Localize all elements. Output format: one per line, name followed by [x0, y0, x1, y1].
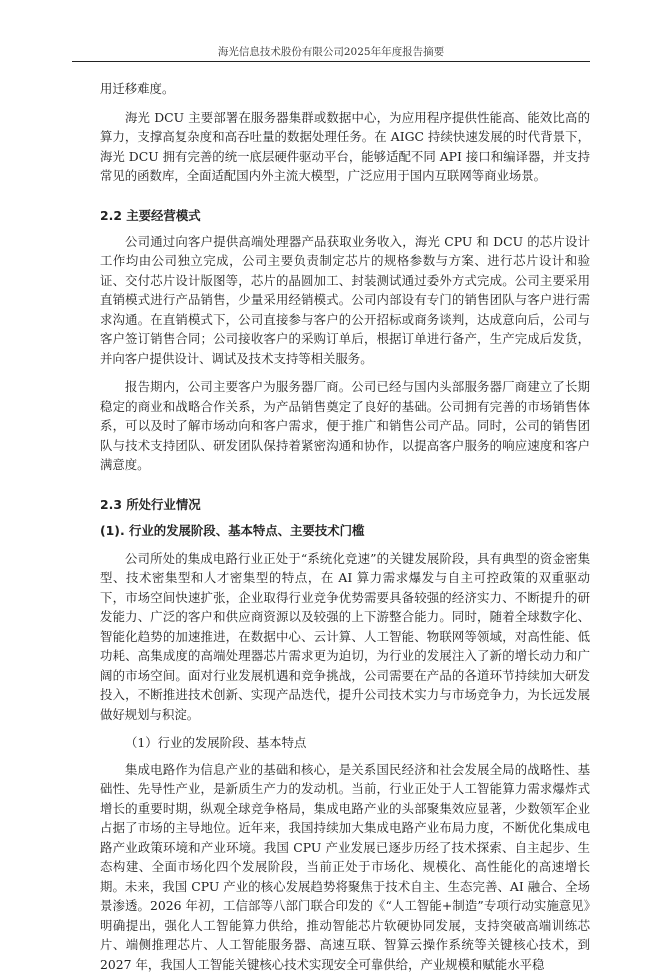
- paragraph-industry-overview: 公司所处的集成电路行业正处于“系统化竞速”的关键发展阶段，具有典型的资金密集型、技术密集型和人才密集型的特点，在 AI 算力需求爆发与自主可控政策的双重驱动下，市场空间快速扩张，企业取得行业竞争优势需要具备较强的经济实力、不断提升的研发能力、广泛的客户和供应商资源以及较强的上下游整合能力。同时，随着全球数字化、智能化趋势的加速推进，在数据中心、云计算、人工智能、物联网等领域，对高性能、低功耗、高集成度的高端处理器芯片需求更为迫切，为行业的发展注入了新的增长动力和广阔的市场空间。面对行业发展机遇和竞争挑战，公司需要在产品的各道环节持续加大研发投入，不断推进技术创新、实现产品迭代，提升公司技术实力与市场竞争力，为长远发展做好规划与积淀。: [100, 549, 590, 725]
- paragraph-continuation: 用迁移难度。: [100, 79, 590, 99]
- document-body: [100, 79, 590, 974]
- subsection-heading-industry-stage: (1). 行业的发展阶段、基本特点、主要技术门槛: [100, 521, 590, 540]
- paragraph-dcu: 海光 DCU 主要部署在服务器集群或数据中心，为应用程序提供性能高、能效比高的算力，支撑高复杂度和高吞吐量的数据处理任务。在 AIGC 持续快速发展的时代背景下，海光 DCU 拥有完善的统一底层硬件驱动平台，能够适配不同 API 接口和编译器，并支持常见的函数库，全面适配国内外主流大模型，广泛应用于国内互联网等商业场景。: [100, 108, 590, 186]
- header-divider: [72, 61, 590, 62]
- section-heading-industry: 2.3 所处行业情况: [100, 495, 590, 514]
- paragraph-development-stage: 集成电路作为信息产业的基础和核心，是关系国民经济和社会发展全局的战略性、基础性、先导性产业，是新质生产力的发动机。当前，行业正处于人工智能算力需求爆炸式增长的重要时期，纵观全球竞争格局，集成电路产业的头部聚集效应显著，少数领军企业占据了市场的主导地位。近年来，我国持续加大集成电路产业布局力度，不断优化集成电路产业政策环境和产业环境。我国 CPU 产业发展已逐步历经了技术探索、自主起步、生态构建、全面市场化四个发展阶段，当前正处于市场化、规模化、高性能化的高速增长期。未来，我国 CPU 产业的核心发展趋势将聚焦于技术自主、生态完善、AI 融合、全场景渗透。2026 年初，工信部等八部门联合印发的《“人工智能+制造”专项行动实施意见》明确提出，强化人工智能算力供给，推动智能芯片软硬协同发展，支持突破高端训练芯片、端侧推理芯片、人工智能服务器、高速互联、智算云操作系统等关键核心技术，到 2027 年，我国人工智能关键核心技术实现安全可靠供给，产业规模和赋能水平稳: [100, 760, 590, 974]
- section-heading-business-model: 2.2 主要经营模式: [100, 206, 590, 225]
- paragraph-customers: 报告期内，公司主要客户为服务器厂商。公司已经与国内头部服务器厂商建立了长期稳定的商业和战略合作关系，为产品销售奠定了良好的基础。公司拥有完善的市场销售体系，可以及时了解市场动向和客户需求，便于推广和销售公司产品。同时，公司的销售团队与技术支持团队、研发团队保持着紧密沟通和协作，以提高客户服务的响应速度和客户满意度。: [100, 377, 590, 475]
- paragraph-business-model: 公司通过向客户提供高端处理器产品获取业务收入，海光 CPU 和 DCU 的芯片设计工作均由公司独立完成，公司主要负责制定芯片的规格参数与方案、进行芯片设计和验证、交付芯片设计版图等，芯片的晶圆加工、封装测试通过委外方式完成。公司主要采用直销模式进行产品销售，少量采用经销模式。公司内部设有专门的销售团队与客户进行需求沟通。在直销模式下，公司直接参与客户的公开招标或商务谈判，达成意向后，公司与客户签订销售合同；公司接收客户的采购订单后，根据订单进行备产，生产完成后发货，并向客户提供设计、调试及技术支持等相关服务。: [100, 232, 590, 369]
- page-header: 海光信息技术股份有限公司2025年年度报告摘要: [72, 44, 590, 59]
- subheading-development-stage: （1）行业的发展阶段、基本特点: [100, 733, 590, 753]
